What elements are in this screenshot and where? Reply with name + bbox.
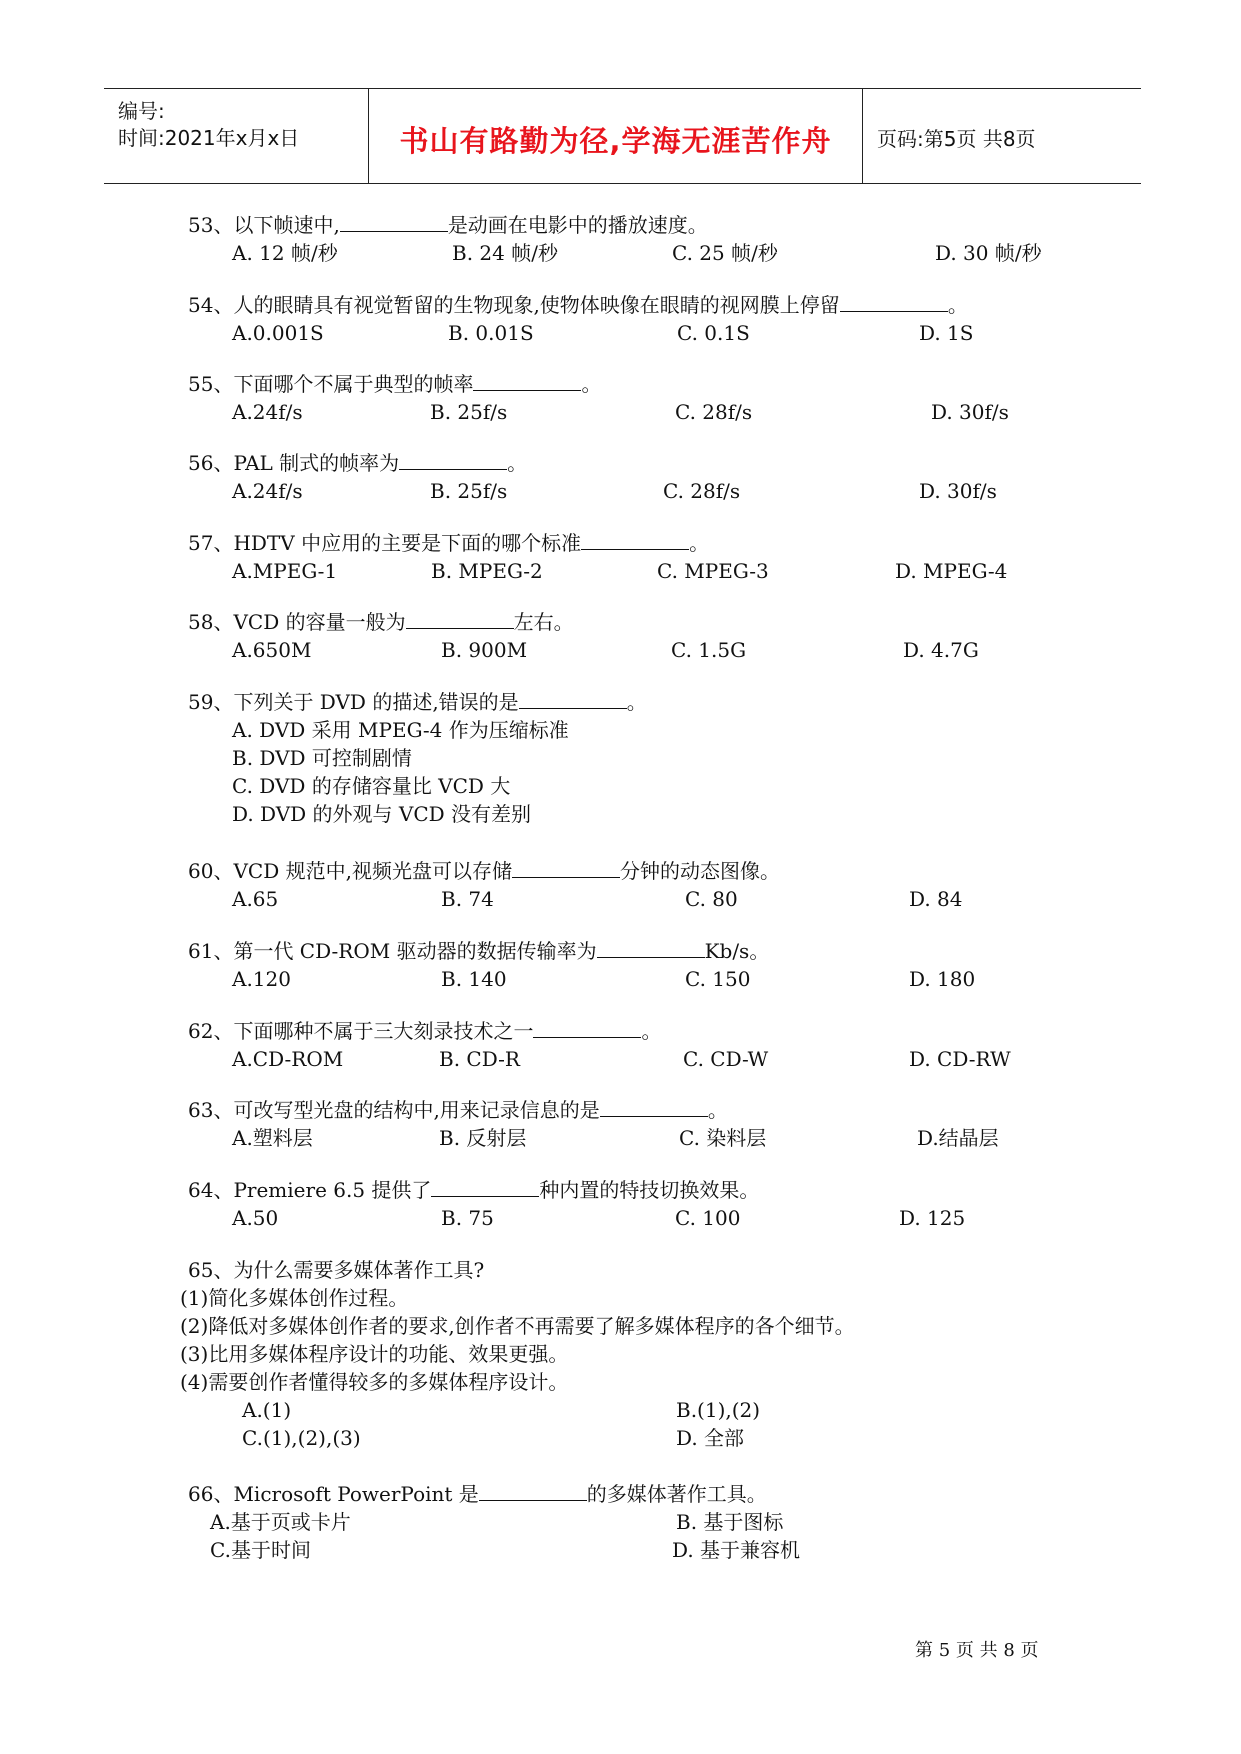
stem-text: 下面哪种不属于三大刻录技术之一 [233,1019,534,1043]
option-d: D. 4.7G [903,638,979,662]
stem-text: Kb/s。 [704,939,770,963]
option-d: D. DVD 的外观与 VCD 没有差别 [232,802,532,826]
option-a: A.MPEG-1 [232,559,338,583]
question-59 [188,688,1088,828]
stem-text: 人的眼睛具有视觉暂留的生物现象,使物体映像在眼睛的视网膜上停留 [233,293,840,317]
answer-blank [340,211,448,232]
option-b: B. CD-R [439,1047,520,1071]
question-63 [188,1096,1088,1152]
question-number: 64、 [188,1178,234,1202]
question-66 [188,1480,1088,1564]
question-stem [188,1096,1088,1124]
option-b: B. 反射层 [439,1126,527,1150]
option-b: B. MPEG-2 [431,559,543,583]
option-row [188,1396,1088,1424]
option-a: A.65 [232,887,279,911]
question-stem [188,370,1088,398]
page-header [104,88,1141,184]
option-c: C. 25 帧/秒 [672,241,778,265]
list-item: (3)比用多媒体程序设计的功能、效果更强。 [180,1342,569,1366]
question-number: 66、 [188,1482,234,1506]
answer-blank [581,529,689,550]
answer-blank [406,608,514,629]
question-stem [188,1480,1088,1508]
stem-text: 可改写型光盘的结构中,用来记录信息的是 [233,1098,600,1122]
question-stem [188,211,1088,239]
stem-text: 。 [707,1098,728,1122]
question-62 [188,1017,1088,1073]
option-c: C. 0.1S [677,321,750,345]
option-a: A.基于页或卡片 [210,1510,351,1534]
question-stem [188,449,1088,477]
question-number: 59、 [188,690,234,714]
question-61 [188,937,1088,993]
option-row [188,1204,1088,1232]
option-b: B. 75 [441,1206,494,1230]
option-b: B. 900M [441,638,528,662]
answer-blank [597,937,705,958]
stem-text: 下面哪个不属于典型的帧率 [233,372,474,396]
option-a: A. DVD 采用 MPEG-4 作为压缩标准 [232,718,569,742]
stem-text: 为什么需要多媒体著作工具? [233,1258,485,1282]
option-c: C. 1.5G [671,638,747,662]
option-row [188,1045,1088,1073]
stem-text: VCD 规范中,视频光盘可以存储 [233,859,512,883]
option-c: C.基于时间 [210,1538,311,1562]
motto: 书山有路勤为径,学海无涯苦作舟 [399,124,832,158]
answer-blank [533,1017,641,1038]
stem-text: Premiere 6.5 提供了 [233,1178,432,1202]
stem-text: 是动画在电影中的播放速度。 [447,213,708,237]
option-d: D. 84 [909,887,963,911]
answer-blank [519,688,627,709]
option-row [188,885,1088,913]
stem-text: 的多媒体著作工具。 [586,1482,767,1506]
question-stem [188,608,1088,636]
option-c: C. 150 [685,967,751,991]
option-c: C. 80 [685,887,738,911]
serial-label: 编号: [118,99,165,123]
option-d: D. 180 [909,967,976,991]
option-c: C.(1),(2),(3) [242,1426,361,1450]
option-a: A.650M [232,638,312,662]
stem-text: 。 [641,1019,662,1043]
list-item: (4)需要创作者懂得较多的多媒体程序设计。 [180,1370,569,1394]
option-c: C. 100 [675,1206,741,1230]
question-number: 57、 [188,531,234,555]
option-d: D. MPEG-4 [895,559,1008,583]
stem-text: PAL 制式的帧率为 [233,451,400,475]
option-c: C. DVD 的存储容量比 VCD 大 [232,774,511,798]
option-b: B.(1),(2) [676,1398,761,1422]
question-60 [188,857,1088,913]
answer-blank [600,1096,708,1117]
option-d: D. 全部 [676,1426,745,1450]
option-b: B. DVD 可控制剧情 [232,746,412,770]
question-number: 53、 [188,213,234,237]
option-d: D.结晶层 [917,1126,999,1150]
list-item: (2)降低对多媒体创作者的要求,创作者不再需要了解多媒体程序的各个细节。 [180,1314,855,1338]
option-c: C. 28f/s [663,479,741,503]
question-number: 60、 [188,859,234,883]
page-footer: 第 5 页 共 8 页 [915,1640,1039,1661]
option-a: A.24f/s [232,400,303,424]
option-b: B. 140 [441,967,507,991]
question-stem [188,1176,1088,1204]
stem-text: 分钟的动态图像。 [619,859,780,883]
question-54 [188,291,1088,347]
option-row [188,1536,1088,1564]
question-number: 54、 [188,293,234,317]
option-b: B. 基于图标 [676,1510,784,1534]
stem-text: 以下帧速中, [233,213,340,237]
option-row [188,319,1088,347]
question-53 [188,211,1088,267]
option-row [188,1424,1088,1452]
question-number: 63、 [188,1098,234,1122]
stem-text: Microsoft PowerPoint 是 [233,1482,479,1506]
stem-text: 种内置的特技切换效果。 [539,1178,760,1202]
question-58 [188,608,1088,664]
option-d: D. 1S [919,321,974,345]
option-b: B. 24 帧/秒 [452,241,558,265]
question-64 [188,1176,1088,1232]
option-d: D. 125 [899,1206,966,1230]
option-d: D. CD-RW [909,1047,1011,1071]
option-a: A.CD-ROM [232,1047,344,1071]
option-d: D. 30f/s [931,400,1009,424]
stem-text: 。 [689,531,710,555]
option-row [188,398,1088,426]
option-row [188,1508,1088,1536]
question-stem [188,1017,1088,1045]
stem-text: 。 [947,293,968,317]
option-d: D. 基于兼容机 [672,1538,801,1562]
stem-text: 。 [581,372,602,396]
option-b: B. 74 [441,887,494,911]
option-d: D. 30f/s [919,479,997,503]
answer-blank [479,1480,587,1501]
question-number: 61、 [188,939,234,963]
option-row [188,965,1088,993]
date-label: 时间:2021年x月x日 [118,126,300,150]
question-stem [188,1256,1088,1284]
stem-text: 第一代 CD-ROM 驱动器的数据传输率为 [233,939,597,963]
page-indicator: 页码:第5页 共8页 [877,127,1036,151]
option-a: A.塑料层 [232,1126,313,1150]
question-number: 56、 [188,451,234,475]
option-row [188,1124,1088,1152]
option-row [188,239,1088,267]
option-d: D. 30 帧/秒 [935,241,1042,265]
option-row [188,477,1088,505]
stem-text: 左右。 [513,610,574,634]
list-item: (1)简化多媒体创作过程。 [180,1286,409,1310]
question-stem [188,857,1088,885]
option-c: C. MPEG-3 [657,559,769,583]
option-c: C. CD-W [683,1047,769,1071]
question-55 [188,370,1088,426]
question-stem [188,291,1088,319]
option-b: B. 25f/s [430,479,508,503]
stem-text: HDTV 中应用的主要是下面的哪个标准 [233,531,582,555]
question-stem [188,529,1088,557]
option-b: B. 0.01S [448,321,534,345]
header-center-cell [369,89,863,183]
answer-blank [512,857,620,878]
option-a: A.0.001S [232,321,324,345]
option-b: B. 25f/s [430,400,508,424]
stem-text: 。 [507,451,528,475]
option-c: C. 染料层 [679,1126,767,1150]
answer-blank [399,449,507,470]
stem-text: 下列关于 DVD 的描述,错误的是 [233,690,519,714]
question-number: 65、 [188,1258,234,1282]
option-row [188,557,1088,585]
question-56 [188,449,1088,505]
question-number: 55、 [188,372,234,396]
answer-blank [431,1176,539,1197]
option-row [188,636,1088,664]
question-57 [188,529,1088,585]
question-number: 58、 [188,610,234,634]
question-number: 62、 [188,1019,234,1043]
answer-blank [840,291,948,312]
stem-text: 。 [626,690,647,714]
option-a: A.(1) [242,1398,292,1422]
answer-blank [473,370,581,391]
option-a: A.50 [232,1206,279,1230]
stem-text: VCD 的容量一般为 [233,610,406,634]
question-65 [180,1256,1088,1452]
option-a: A.120 [232,967,291,991]
header-left-cell [104,89,369,183]
option-c: C. 28f/s [675,400,753,424]
option-a: A.24f/s [232,479,303,503]
question-stem [188,937,1088,965]
header-right-cell [863,89,1141,183]
option-a: A. 12 帧/秒 [232,241,338,265]
question-stem [188,688,1088,716]
